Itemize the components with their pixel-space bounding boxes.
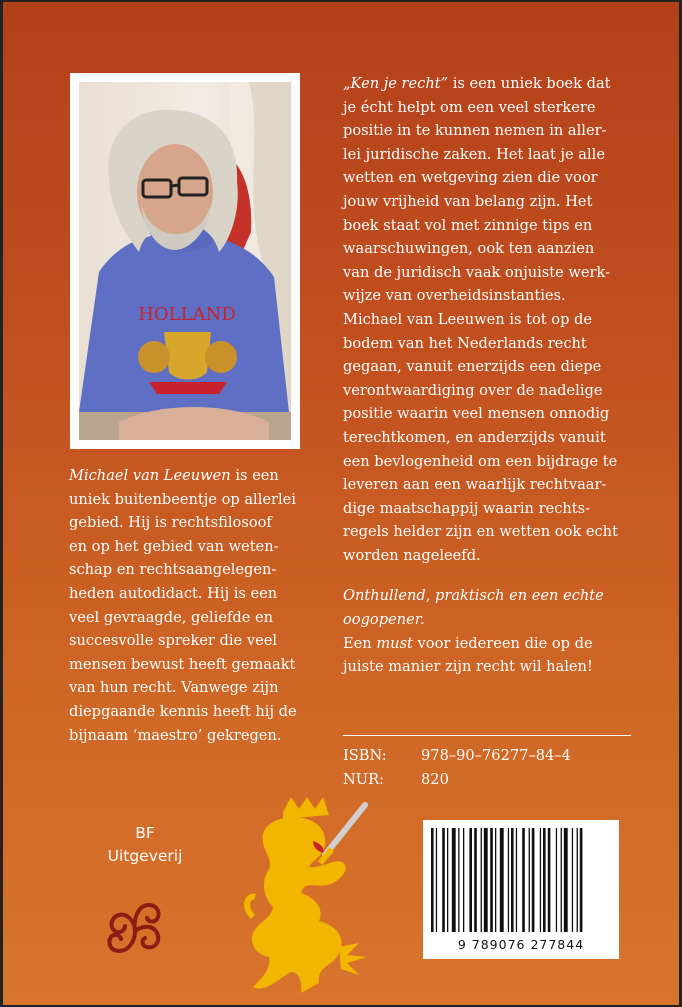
book-back-cover <box>3 2 679 1005</box>
blurb-line: regels helder zijn en wetten ook echt <box>343 523 618 541</box>
blurb-line: positie in te kunnen nemen in aller- <box>343 122 607 140</box>
author-photo <box>79 82 291 440</box>
blurb-line: boek staat vol met zinnige tips en <box>343 216 593 234</box>
author-portrait-icon <box>79 82 291 440</box>
tagline-prefix: Een <box>343 634 377 652</box>
bio-line: is een <box>230 467 279 484</box>
bio-line: en op het gebied van weten- <box>69 537 279 555</box>
author-bio <box>69 464 309 747</box>
author-photo-frame <box>70 73 300 449</box>
book-title: „Ken je recht” <box>343 75 449 92</box>
blurb-line: een bevlogenheid om een bijdrage te <box>343 452 618 470</box>
nur-label: NUR: <box>343 770 384 788</box>
tagline-line: oogopener. <box>343 611 425 629</box>
blurb-line: Michael van Leeuwen is tot op de <box>343 310 593 328</box>
blurb-line: van de juridisch vaak onjuiste werk- <box>343 263 611 281</box>
book-meta <box>343 744 571 791</box>
bio-line: schap en rechtsaangelegen- <box>69 561 277 579</box>
bio-line: mensen bewust heeft gemaakt <box>69 655 296 673</box>
divider-rule <box>343 735 631 736</box>
isbn-row <box>343 744 571 768</box>
bio-line: veel gevraagde, geliefde en <box>69 608 274 626</box>
bio-line: succesvolle spreker die veel <box>69 632 278 650</box>
nur-row <box>343 768 571 792</box>
triskele-icon <box>99 895 171 967</box>
blurb-line: worden nageleefd. <box>343 546 481 564</box>
blurb-line: leveren aan een waarlijk rechtvaar- <box>343 476 607 494</box>
tagline-line: Onthullend, praktisch en een echte <box>343 587 604 605</box>
bio-line: uniek buitenbeentje op allerlei <box>69 490 296 508</box>
isbn-barcode <box>423 820 619 959</box>
nur-value: 820 <box>421 770 449 788</box>
publisher-name <box>85 822 205 868</box>
blurb-line: bodem van het Nederlands recht <box>343 334 587 352</box>
blurb-line: verontwaardiging over de nadelige <box>343 381 603 399</box>
blurb-line: wijze van overheidsinstanties. <box>343 287 566 305</box>
bio-line: gebied. Hij is rechtsfilosoof <box>69 514 272 532</box>
blurb-line: waarschuwingen, ook ten aanzien <box>343 240 595 258</box>
blurb-line: jouw vrijheid van belang zijn. Het <box>343 192 593 210</box>
isbn-label: ISBN: <box>343 747 387 764</box>
blurb-line: positie waarin veel mensen onnodig <box>343 405 610 423</box>
bio-line: bijnaam ‘maestro’ gekregen. <box>69 726 282 744</box>
publisher-line: Uitgeverij <box>107 847 183 865</box>
isbn-value: 978–90–76277–84–4 <box>421 747 571 764</box>
barcode-number: 9 789076 277844 <box>457 937 585 952</box>
bio-line: diepgaande kennis heeft hij de <box>69 702 297 720</box>
blurb-line: lei juridische zaken. Het laat je alle <box>343 145 605 163</box>
blurb-line: terechtkomen, en anderzijds vanuit <box>343 428 606 446</box>
bio-line: van hun recht. Vanwege zijn <box>69 679 279 697</box>
tagline-line: juiste manier zijn recht wil halen! <box>343 658 593 676</box>
book-blurb <box>343 72 633 679</box>
publisher-line: BF <box>135 824 155 842</box>
svg-text:HOLLAND: HOLLAND <box>138 304 236 325</box>
bio-line: heden autodidact. Hij is een <box>69 584 278 602</box>
crowned-lion-sword-icon <box>243 797 383 997</box>
barcode-icon <box>429 828 613 936</box>
blurb-line: je écht helpt om een veel sterkere <box>343 98 596 116</box>
tagline-must: must <box>376 634 413 652</box>
blurb-line: gegaan, vanuit enerzijds een diepe <box>343 358 602 376</box>
blurb-line: wetten en wetgeving zien die voor <box>343 169 598 187</box>
author-name: Michael van Leeuwen <box>69 467 231 484</box>
tagline-suffix: voor iedereen die op de <box>412 634 593 652</box>
blurb-line: is een uniek boek dat <box>448 75 611 92</box>
blurb-line: dige maatschappij waarin rechts- <box>343 499 591 517</box>
